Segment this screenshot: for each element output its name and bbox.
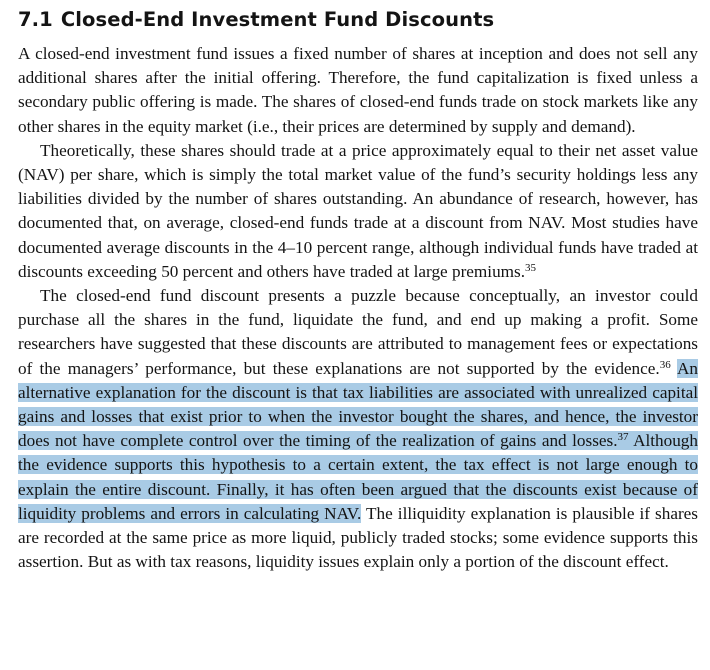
paragraph-1 xyxy=(18,42,698,139)
footnote-ref-36[interactable]: 36 xyxy=(659,358,671,371)
paragraph-2-text: Theoretically, these shares should trade at a price approximately equal to their net asset value (NAV) per share, which is simply the total market value of the fund’s security holdings less any liabilities divided by the number of shares outstanding. An abundance of research, however, has documented that, on average, closed-end funds trade at a discount from NAV. Most studies have documented average discounts in the 4–10 percent range, although individual funds have traded at discounts exceeding 50 percent and others have traded at large premiums. xyxy=(18,140,698,281)
paragraph-3-text-start: The closed-end fund discount presents a puzzle because conceptually, an investor could purchase all the shares in the fund, liquidate the fund, and end up making a profit. Some researchers have suggested that these discounts are attributed to management fees or expectations of the managers’ performance, but these explanations are not supported by the evidence. xyxy=(18,286,698,378)
footnote-ref-37[interactable]: 37 xyxy=(617,431,629,444)
section-heading xyxy=(18,6,698,34)
highlighted-text-1: An alternative explanation for the discount is that tax liabilities are associated with unrealized capital gains and losses that exist prior to when the investor bought the shares, and hence, the investor does not have complete control over the timing of the realization of gains and losses. xyxy=(18,358,698,451)
highlighted-text-2: Although the evidence supports this hypothesis to a certain extent, the tax effect is not large enough to explain the entire discount. Finally, it has often been argued that the discounts exist because of liquidity problems and errors in calculating NAV. xyxy=(18,431,698,523)
paragraph-1-text: A closed-end investment fund issues a fixed number of shares at inception and does not sell any additional shares after the initial offering. Therefore, the fund capitalization is fixed unless a secondary public offering is made. The shares of closed-end funds trade on stock markets like any other shares in the equity market (i.e., their prices are determined by supply and demand). xyxy=(18,44,698,136)
document-page xyxy=(18,6,698,574)
paragraph-3-text-end: The illiquidity explanation is plausible if shares are recorded at the same price as more liquid, publicly traded stocks; some evidence supports this assertion. But as with tax reasons, liquidity issues explain only a portion of the discount effect. xyxy=(18,503,698,572)
highlighted-passage[interactable] xyxy=(18,359,698,523)
footnote-ref-35[interactable]: 35 xyxy=(525,261,537,274)
paragraph-3 xyxy=(18,284,698,574)
paragraph-2 xyxy=(18,139,698,284)
section-number: 7.1 xyxy=(18,8,53,31)
section-title: Closed-End Investment Fund Discounts xyxy=(60,8,495,31)
